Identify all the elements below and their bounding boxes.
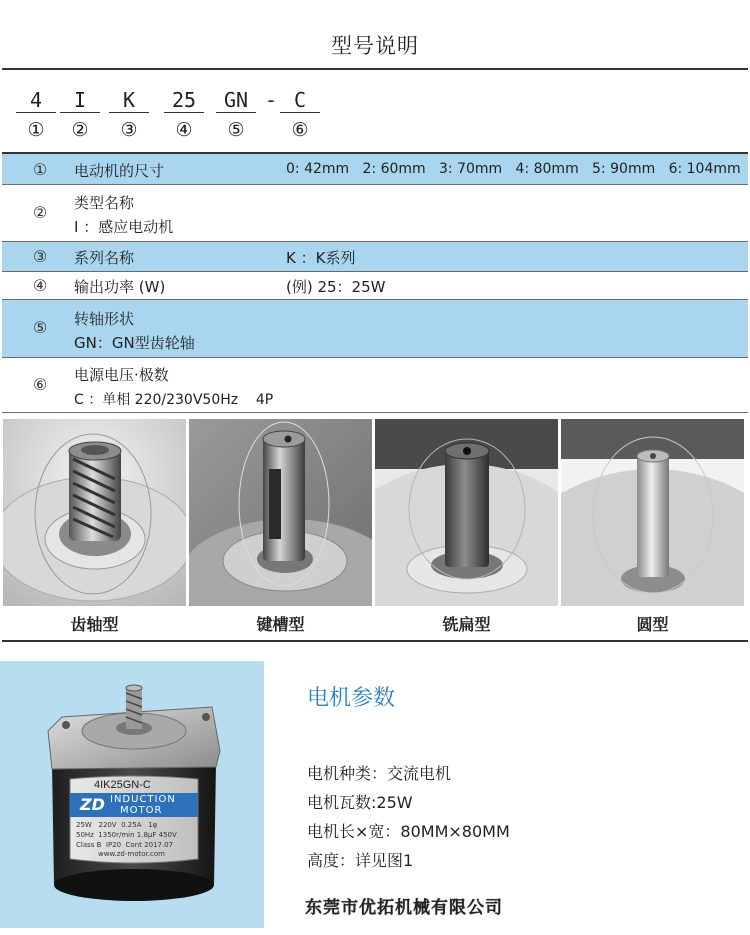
caption-round-shaft: 圆型 — [636, 615, 669, 634]
row-number: ⑥ — [32, 375, 48, 394]
round-shaft-photo — [561, 419, 744, 606]
row-value: 0: 42mm 2: 60mm 3: 70mm 4: 80mm 5: 90mm 6: 104mm — [286, 161, 741, 177]
table-row — [2, 358, 748, 413]
motor-label-line1: INDUCTION — [110, 794, 176, 805]
motor-label-model: 4IK25GN-C — [94, 779, 151, 791]
row-number: ① — [32, 160, 48, 179]
row-value: C ：单相 220/230V50Hz 4P — [74, 392, 274, 408]
row-label: 类型名称 — [74, 194, 135, 212]
motor-label-web: www.zd-motor.com — [98, 850, 165, 858]
motor-label-line2: MOTOR — [120, 805, 163, 816]
caption-gear-shaft: 齿轴型 — [70, 615, 119, 634]
row-number: ③ — [32, 247, 48, 266]
model-number-6: ⑥ — [291, 119, 309, 141]
captions-divider — [2, 640, 748, 642]
model-part-3: K — [109, 88, 149, 113]
param-item: 电机瓦数:25W — [307, 793, 413, 812]
flat-shaft-photo — [375, 419, 558, 606]
row-value: K ：K系列 — [286, 249, 356, 267]
row-number: ④ — [32, 276, 48, 295]
model-number-5: ⑤ — [227, 119, 245, 141]
param-item: 电机种类：交流电机 — [307, 764, 452, 783]
params-title: 电机参数 — [307, 686, 396, 711]
table-row — [2, 154, 748, 185]
keyway-shaft-photo — [189, 419, 372, 606]
model-part-4: 25 — [164, 88, 204, 113]
row-value: (例) 25：25W — [286, 278, 386, 296]
motor-photo-panel — [0, 661, 264, 928]
page-title: 型号说明 — [331, 34, 419, 58]
motor-label-spec1: 25W 220V 0.25A 1φ — [76, 821, 158, 829]
caption-keyway-shaft: 键槽型 — [256, 615, 305, 634]
model-part-2: I — [60, 88, 100, 113]
row-label: 输出功率 (W) — [74, 278, 166, 296]
row-label: 电动机的尺寸 — [74, 162, 165, 180]
motor-label-spec2: 50Hz 1350r/min 1.8μF 450V — [76, 831, 177, 839]
row-number: ② — [32, 203, 48, 222]
model-part-6: C — [280, 88, 320, 113]
motor-label-brand: ZD — [80, 795, 105, 814]
model-number-2: ② — [71, 119, 89, 141]
model-separator: - — [264, 88, 278, 112]
model-number-4: ④ — [175, 119, 193, 141]
caption-flat-shaft: 铣扁型 — [442, 615, 491, 634]
model-number-1: ① — [27, 119, 45, 141]
row-label: 电源电压·极数 — [74, 366, 169, 384]
row-number: ⑤ — [32, 318, 48, 337]
row-label: 系列名称 — [74, 249, 135, 267]
table-row — [2, 272, 748, 300]
model-number-3: ③ — [120, 119, 138, 141]
table-row — [2, 242, 748, 272]
model-part-1: 4 — [16, 88, 56, 113]
row-value: GN：GN型齿轮轴 — [74, 334, 195, 352]
company-name: 东莞市优拓机械有限公司 — [305, 898, 503, 918]
model-part-5: GN — [216, 88, 256, 113]
motor-label-spec3: Class B IP20 Cont 2017.07 — [76, 841, 174, 849]
param-item: 电机长×宽：80MM×80MM — [307, 822, 510, 841]
param-item: 高度：详见图1 — [307, 851, 414, 870]
gear-shaft-photo — [3, 419, 186, 606]
row-label: 转轴形状 — [74, 310, 135, 328]
table-row — [2, 185, 748, 242]
title-divider — [2, 68, 748, 70]
row-value: I ：感应电动机 — [74, 218, 174, 236]
table-row — [2, 300, 748, 358]
